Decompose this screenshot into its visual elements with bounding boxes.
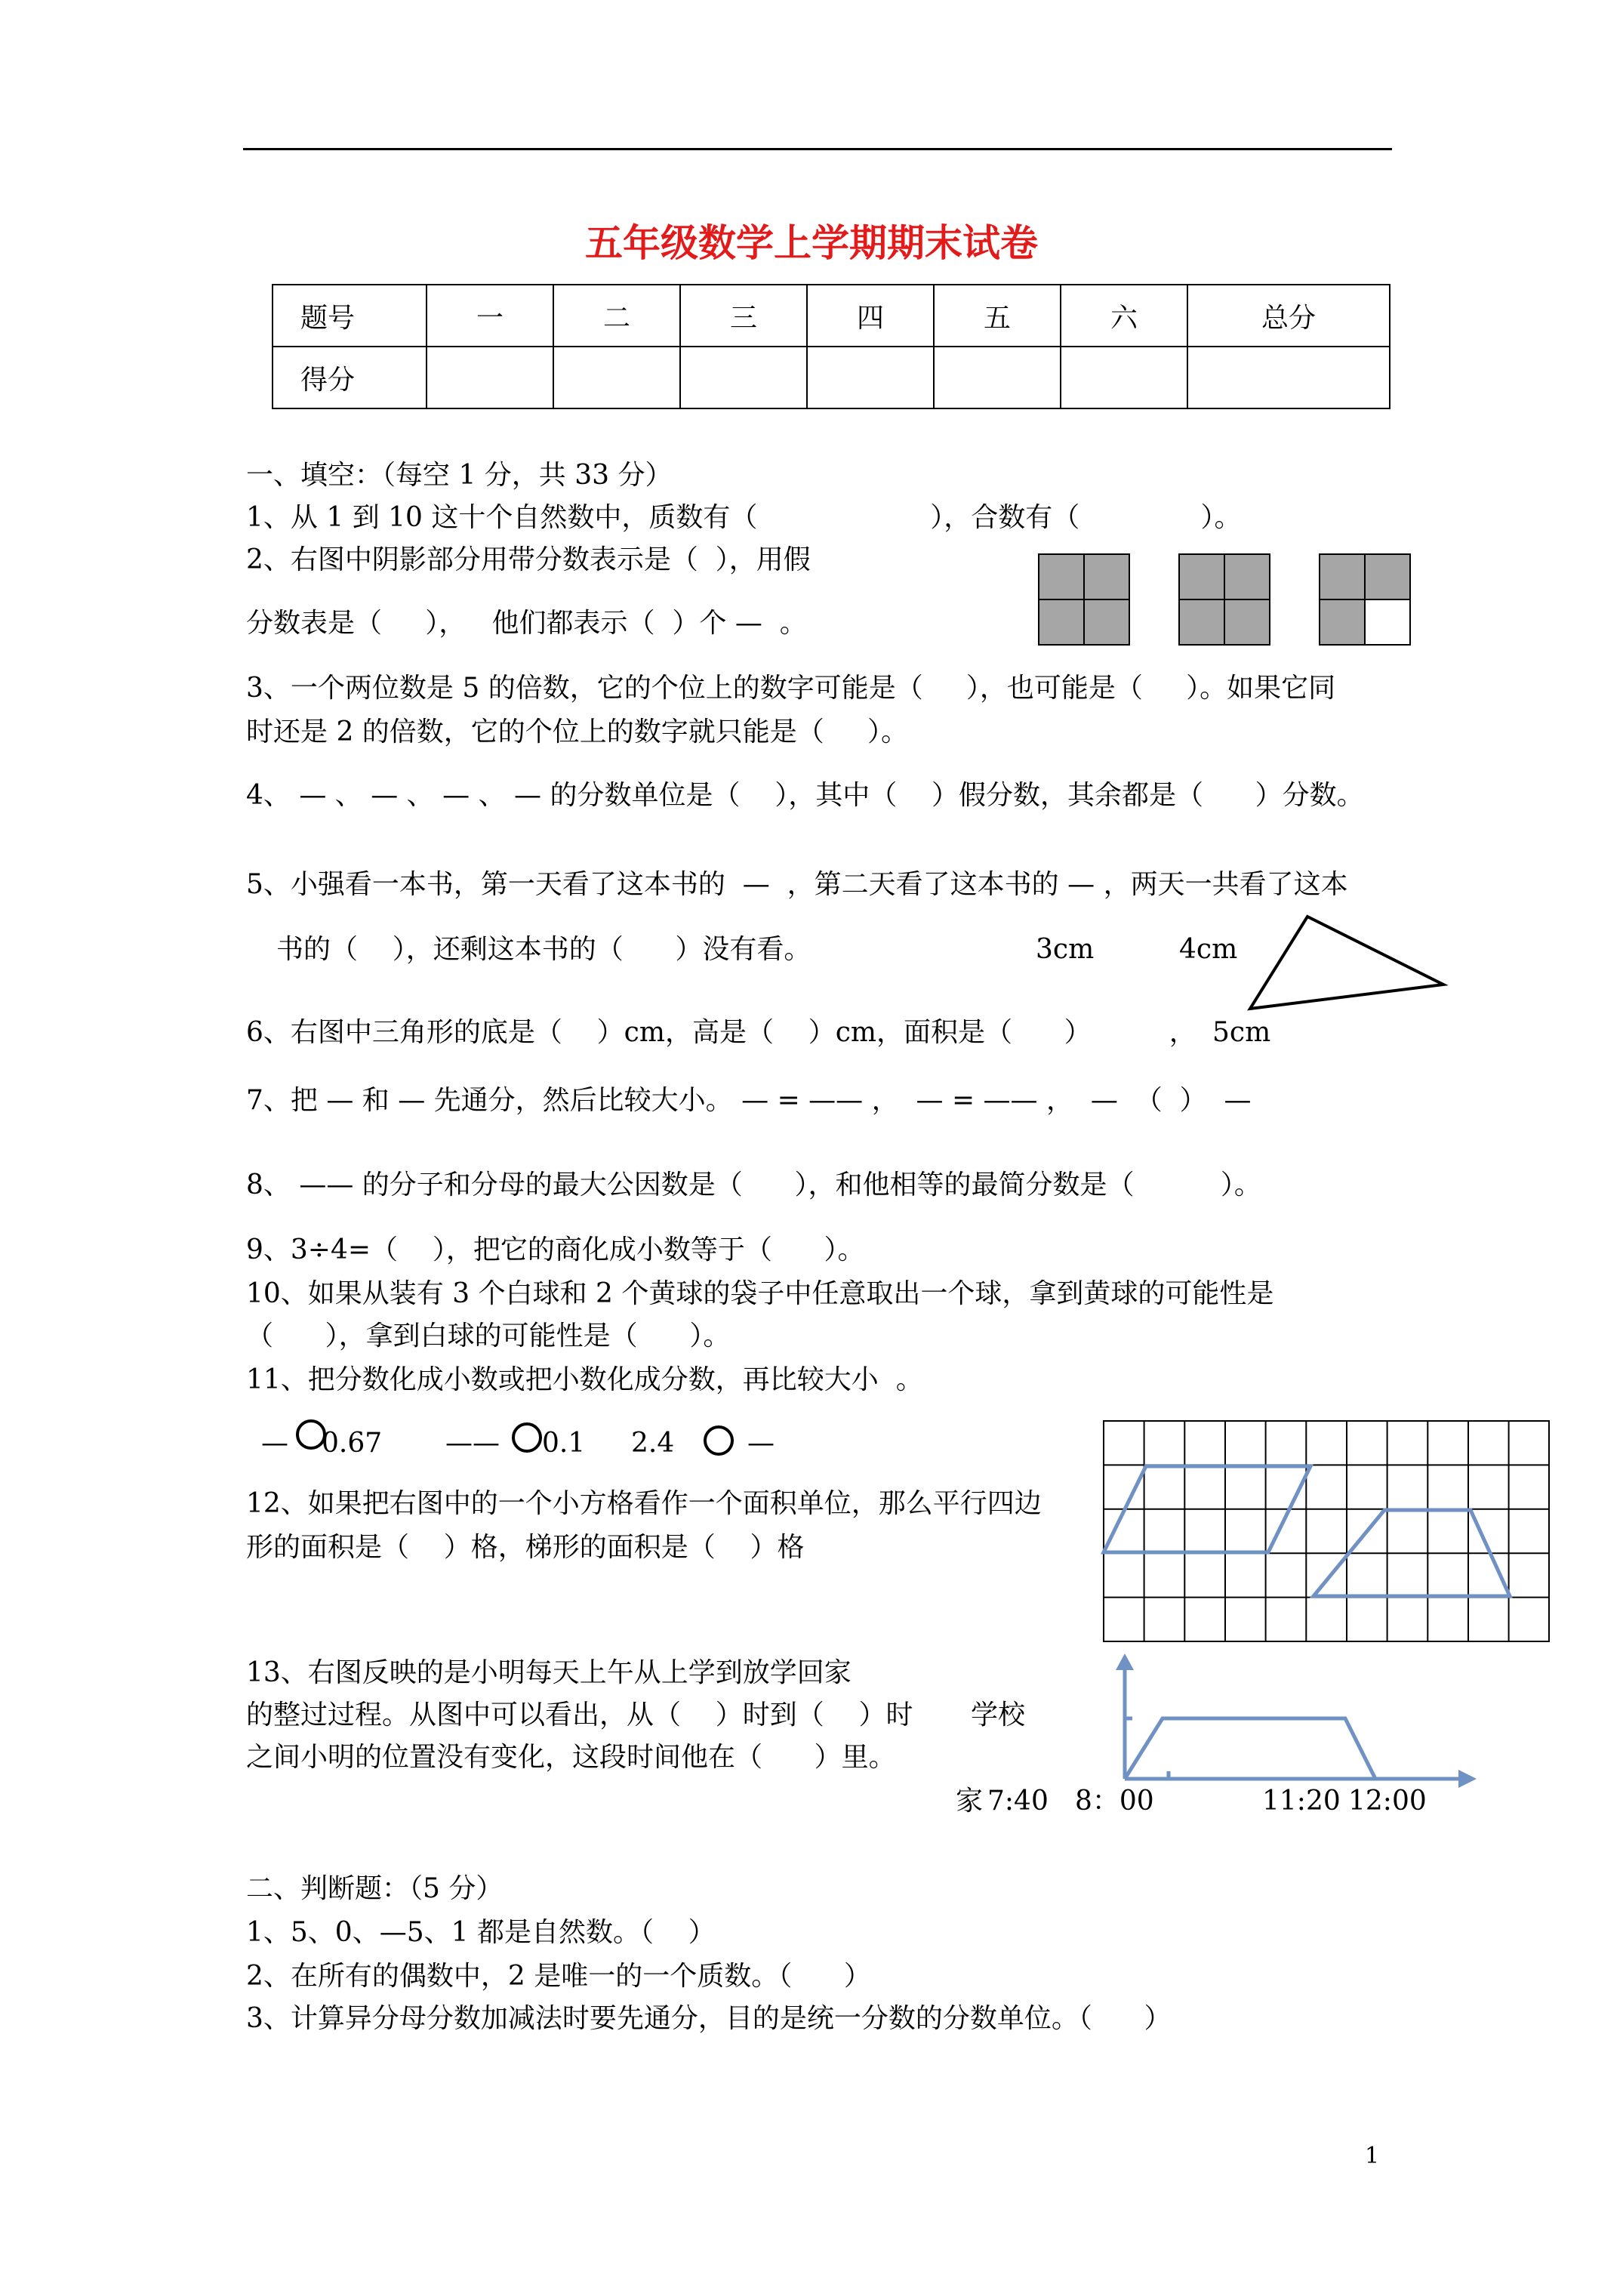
question-12-line-1: 12、如果把右图中的一个小方格看作一个面积单位，那么平行四边 [246,1488,1042,1519]
question-11: 11、把分数化成小数或把小数化成分数，再比较大小 。 [246,1364,923,1395]
graph-label-school: 学校 [971,1700,1026,1730]
axis-label-1120: 11:20 [1262,1786,1341,1817]
score-header-cell: 六 [1061,285,1187,347]
question-5-line-1: 5、小强看一本书，第一天看了这本书的 — ，第二天看了这本书的 — ，两天一共看了这本 [246,869,1348,900]
q2-shaded-squares-figure [1039,554,1416,648]
grid-shapes-figure [1102,1419,1552,1646]
compare-circle [510,1421,544,1454]
section2-heading: 二、判断题：（5 分） [246,1873,504,1904]
compare-circle [702,1424,735,1457]
question-13-line-3: 之间小明的位置没有变化，这段时间他在（ ）里。 [246,1742,896,1773]
square-3 [1320,554,1410,645]
question-3-line-1: 3、一个两位数是 5 的倍数，它的个位上的数字可能是（ ），也可能是（ ）。如果它同 [246,673,1336,704]
score-cell [1061,347,1187,408]
fraction-bar: — [747,1428,775,1459]
square-2 [1179,554,1270,645]
score-cell [553,347,680,408]
question-2-line-2: 分数表是（ ）， 他们都表示（ ）个 — 。 [246,608,807,639]
square-1 [1039,554,1129,645]
question-7: 7、把 — 和 — 先通分，然后比较大小。 — = —— ， — = —— ， — （ ） — [246,1085,1252,1116]
question-1: 1、从 1 到 10 这十个自然数中，质数有（ ），合数有（ ）。 [246,502,1242,533]
compare-value-01: 0.1 [542,1428,586,1459]
fraction-bar: —— [445,1428,500,1459]
question-12-line-2: 形的面积是（ ）格，梯形的面积是（ ）格 [246,1532,805,1563]
score-header-cell: 题号 [273,285,427,347]
score-header-cell: 五 [934,285,1061,347]
judge-question-2: 2、在所有的偶数中，2 是唯一的一个质数。（ ） [246,1961,871,1992]
question-8: 8、 —— 的分子和分母的最大公因数是（ ），和他相等的最简分数是（ ）。 [246,1170,1261,1200]
header-rule [243,148,1392,150]
question-2-line-1: 2、右图中阴影部分用带分数表示是（ ），用假 [246,544,811,575]
graph-axes [1116,1653,1477,1788]
judge-question-1: 1、5、0、—5、1 都是自然数。（ ） [246,1917,716,1948]
score-header-cell: 总分 [1187,285,1390,347]
score-cell [427,347,553,408]
score-header-cell: 二 [553,285,680,347]
question-4: 4、 — 、 — 、 — 、 — 的分数单位是（ ），其中（ ）假分数，其余都是（ ）分数。 [246,780,1364,811]
fraction-bar: — [261,1428,288,1459]
question-3-line-2: 时还是 2 的倍数，它的个位上的数字就只能是（ ）。 [246,717,909,747]
distance-time-graph [1110,1650,1480,1786]
question-13-line-1: 13、右图反映的是小明每天上午从上学到放学回家 [246,1657,852,1688]
triangle-label-3cm: 3cm [1036,934,1095,965]
score-header-cell: 四 [807,285,934,347]
compare-value-067: 0.67 [322,1428,383,1459]
graph-position-line [1125,1718,1375,1779]
axis-label-home: 家 [956,1786,984,1817]
axis-label-800: 8：00 [1075,1786,1154,1817]
question-9: 9、3÷4=（ ），把它的商化成小数等于（ ）。 [246,1234,865,1265]
score-table-score-row [273,347,1390,408]
question-10-line-2: （ ），拿到白球的可能性是（ ）。 [246,1321,731,1351]
axis-label-740: 7:40 [987,1786,1049,1817]
score-header-cell: 一 [427,285,553,347]
judge-question-3: 3、计算异分母分数加减法时要先通分，目的是统一分数的分数单位。（ ） [246,2003,1172,2034]
score-table-header-row [273,285,1390,347]
score-row-label: 得分 [273,347,427,408]
question-10-line-1: 10、如果从装有 3 个白球和 2 个黄球的袋子中任意取出一个球，拿到黄球的可能性是 [246,1278,1274,1309]
compare-value-24: 2.4 [631,1428,675,1459]
score-cell [807,347,934,408]
question-6: 6、右图中三角形的底是（ ）cm，高是（ ）cm，面积是（ ） ， [246,1017,1196,1048]
page-title: 五年级数学上学期期末试卷 [585,221,1038,265]
question-5-line-2: 书的（ ），还剩这本书的（ ）没有看。 [276,934,812,965]
score-cell [1187,347,1390,408]
triangle-figure [1246,911,1449,1016]
score-header-cell: 三 [680,285,807,347]
score-table [272,284,1390,409]
question-13-line-2: 的整过过程。从图中可以看出，从（ ）时到（ ）时 [246,1700,913,1730]
section1-heading: 一、填空：（每空 1 分，共 33 分） [246,460,673,491]
triangle-label-4cm: 4cm [1179,934,1238,965]
score-cell [934,347,1061,408]
axis-label-1200: 12:00 [1348,1786,1427,1817]
triangle-label-5cm: 5cm [1212,1017,1271,1048]
page-number: 1 [1365,2143,1380,2169]
score-cell [680,347,807,408]
